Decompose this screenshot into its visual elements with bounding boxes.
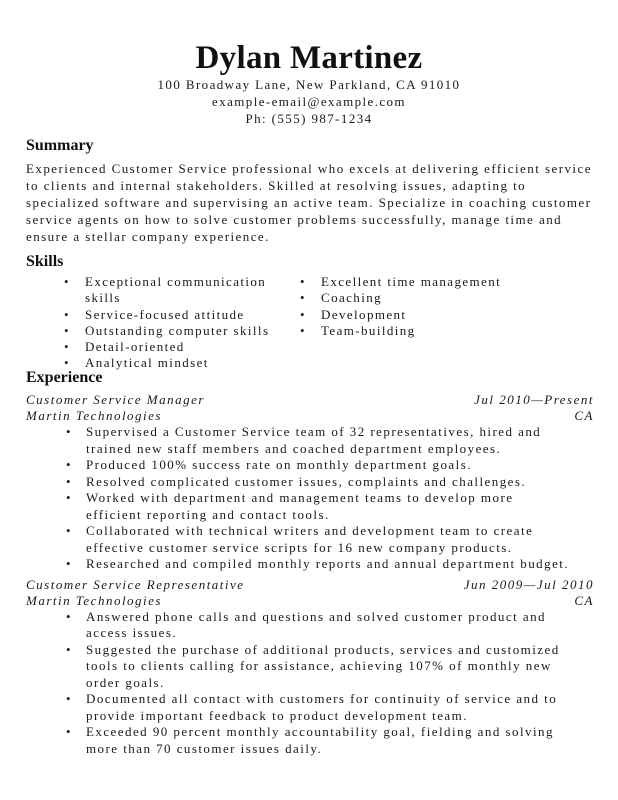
resume-header (0, 0, 618, 127)
job-bullets (26, 609, 594, 758)
job-entry (26, 577, 594, 758)
bullet-item: • Answered phone calls and questions and solved customer product and access issues. (26, 609, 594, 642)
bullet-item: • Supervised a Customer Service team of 32 representatives, hired and trained new staff members and coached department employees. (26, 424, 594, 457)
bullet-item: • Documented all contact with customers for continuity of service and to provide important feedback to product development team. (26, 691, 594, 724)
email: example-email@example.com (212, 94, 406, 109)
skill-item: • Team-building (288, 323, 501, 339)
skill-item: • Exceptional communication skills (52, 274, 288, 307)
skill-item: • Development (288, 307, 501, 323)
address: 100 Broadway Lane, New Parkland, CA 91010 (157, 77, 461, 92)
bullet-item: • Exceeded 90 percent monthly accountability goal, fielding and solving more than 70 customer issues daily. (26, 724, 594, 757)
skills-section (26, 252, 594, 372)
job-dates: Jul 2010—Present (474, 392, 594, 407)
job-entry (26, 392, 594, 573)
bullet-item: • Suggested the purchase of additional products, services and customized tools to clients calling for assistance, achieving 107% of monthly new order goals. (26, 642, 594, 692)
bullet-item: • Produced 100% success rate on monthly department goals. (26, 457, 594, 474)
summary-heading: Summary (26, 137, 94, 154)
skill-item: • Service-focused attitude (52, 307, 288, 323)
skills-heading: Skills (26, 253, 64, 270)
experience-section (26, 368, 594, 757)
candidate-name: Dylan Martinez (195, 40, 423, 76)
skills-column-1 (52, 274, 288, 372)
job-title: Customer Service Manager (26, 392, 205, 407)
job-location: CA (574, 592, 594, 608)
skills-grid (26, 274, 594, 372)
company-name: Martin Technologies (26, 408, 162, 423)
job-title: Customer Service Representative (26, 576, 245, 592)
bullet-item: • Worked with department and management teams to develop more efficient reporting and contact tools. (26, 490, 594, 523)
bullet-item: • Resolved complicated customer issues, complaints and challenges. (26, 474, 594, 491)
experience-heading: Experience (26, 369, 103, 386)
bullet-item: • Researched and compiled monthly reports and annual department budget. (26, 556, 594, 573)
summary-text: Experienced Customer Service professional who excels at delivering efficient service to clients and internal stakeholders. Skilled at resolving issues, adapting to specialized software and supervising an active team. Specialize in coaching customer service agents on how to solve customer problems successfully, manage time and ensure a stellar company experience. (26, 161, 592, 244)
skills-column-2 (288, 274, 501, 372)
skill-item: • Outstanding computer skills (52, 323, 288, 339)
phone: Ph: (555) 987-1234 (245, 111, 373, 126)
job-bullets (26, 424, 594, 573)
bullet-item: • Collaborated with technical writers and development team to create effective customer service scripts for 16 new company products. (26, 523, 594, 556)
skill-item: • Excellent time management (288, 274, 501, 290)
skill-item: • Coaching (288, 290, 501, 306)
job-location: CA (574, 408, 594, 423)
company-name: Martin Technologies (26, 592, 162, 608)
skill-item: • Analytical mindset (52, 355, 288, 371)
skill-item: • Detail-oriented (52, 339, 288, 355)
summary-section (26, 136, 594, 245)
job-dates: Jun 2009—Jul 2010 (463, 576, 594, 592)
